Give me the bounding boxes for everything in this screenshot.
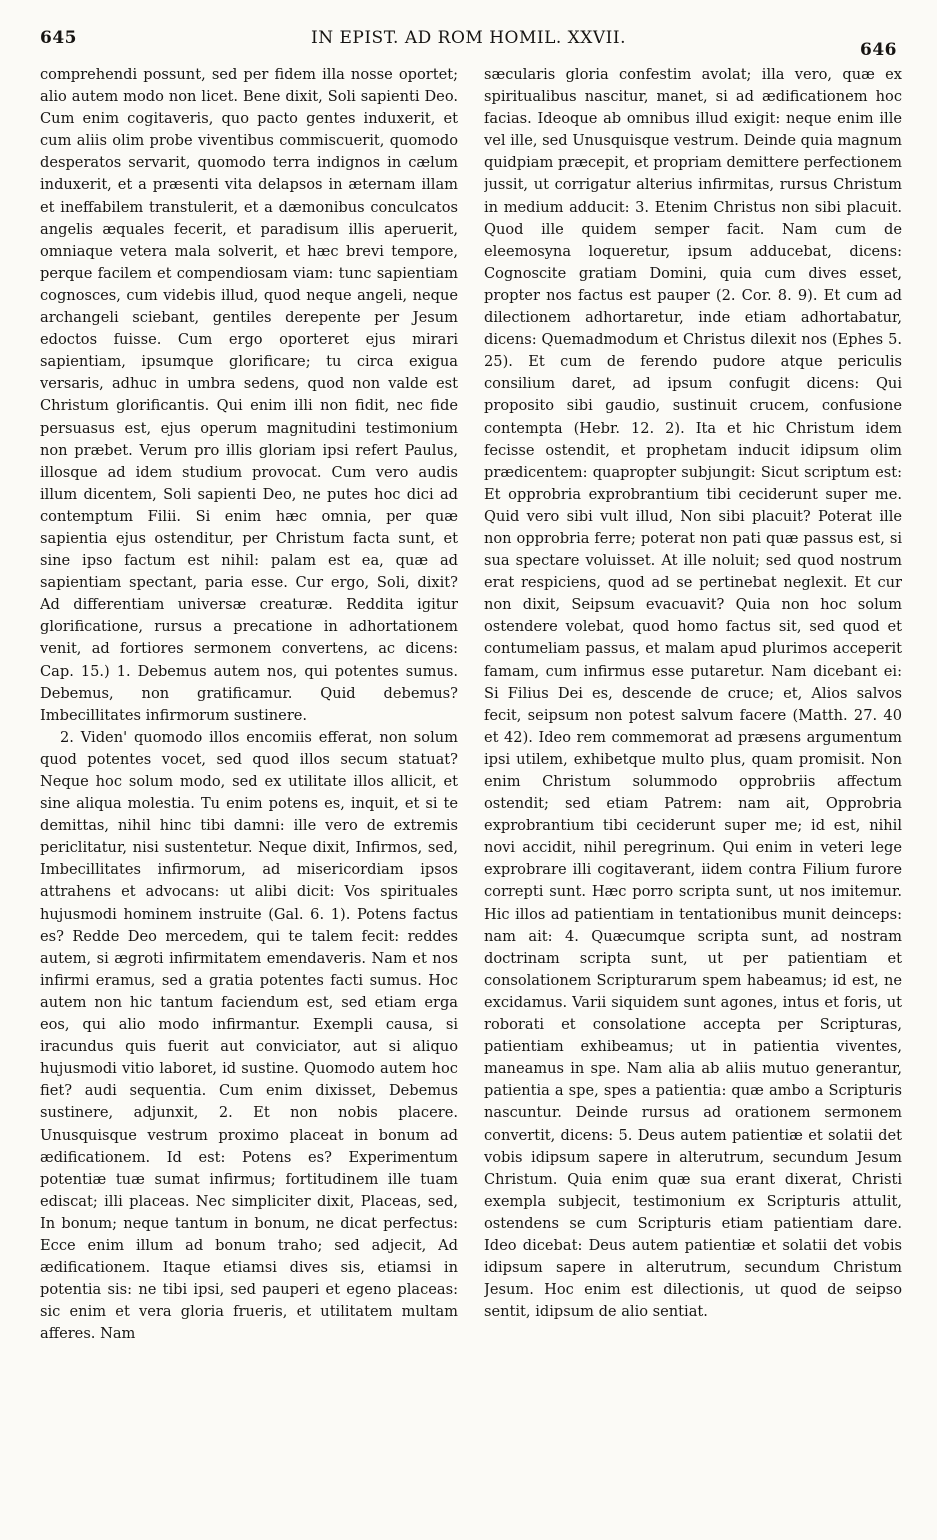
running-header (40, 28, 897, 60)
left-paragraph-1: comprehendi possunt, sed per fidem illa nosse oportet; alio autem modo non licet. Bene dixit, Soli sapienti Deo. Cum enim cogitaveris, quo pacto gentes induxerit, et cum aliis olim probe viventibus commiscuerit, quomodo desperatos servarit, quomodo terra indignos in cælum induxerit, et a præsenti vita delapsos in æternam illam et ineffabilem transtulerit, et a dæmonibus conculcatos angelis æquales fecerit, et paradisum illis aperuerit, omniaque vetera mala solverit, et hæc brevi tempore, perque facilem et compendiosam viam: tunc sapientiam cognosces, cum videbis illud, quod neque angeli, neque archangeli sciebant, gentiles derepente per Jesum edoctos fuisse. Cum ergo oporteret ejus mirari sapientiam, ipsumque glorificare; tu circa exigua versaris, adhuc in umbra sedens, quod non valde est Christum glorificantis. Qui enim illi non fidit, nec fide persuasus est, ejus operum magnitudini testimonium non præbet. Verum pro illis gloriam ipsi refert Paulus, illosque ad idem studium provocat. Cum vero audis illum dicentem, Soli sapienti Deo, ne putes hoc dici ad contemptum Filii. Si enim hæc omnia, per quæ sapientia ejus ostenditur, per Christum facta sunt, et sine ipso factum est nihil: palam est ea, quæ ad sapientiam spectant, paria esse. Cur ergo, Soli, dixit? Ad differentiam universæ creaturæ. Reddita igitur glorificatione, rursus a precatione in adhortationem venit, ad fortiores sermonem convertens, ac dicens: Cap. 15.) 1. Debemus autem nos, qui potentes sumus. Debemus, non gratificamur. Quid debemus? Imbecillitates infirmorum sustinere. (40, 66, 458, 724)
right-paragraph-1: sæcularis gloria confestim avolat; illa vero, quæ ex spiritualibus nascitur, manet, si ad ædificationem hoc facias. Ideoque ab omnibus illud exigit: neque enim ille vel ille, sed Unusquisque vestrum. Deinde quia magnum quidpiam præcepit, et propriam demittere perfectionem jussit, ut corrigatur alterius infirmitas, rursus Christum in medium adducit: 3. Etenim Christus non sibi placuit. Quod ille quidem semper facit. Nam cum de eleemosyna loqueretur, ipsum adducebat, dicens: Cognoscite gratiam Domini, quia cum dives esset, propter nos factus est pauper (2. Cor. 8. 9). Et cum ad dilectionem adhortaretur, inde etiam adhortabatur, dicens: Quemadmodum et Christus dilexit nos (Ephes 5. 25). Et cum de ferendo pudore atque periculis consilium daret, ad ipsum confugit dicens: Qui proposito sibi gaudio, sustinuit crucem, confusione contempta (Hebr. 12. 2). Ita et hic Christum idem fecisse ostendit, et prophetam inducit idipsum olim prædicentem: quapropter subjungit: Sicut scriptum est: Et opprobria exprobrantium tibi ceciderunt super me. Quid vero sibi vult illud, Non sibi placuit? Poterat ille non opprobria ferre; poterat non pati quæ passus est, si sua spectare voluisset. At ille noluit; sed quod nostrum erat respiciens, quod ad se pertinebat neglexit. Et cur non dixit, Seipsum evacuavit? Quia non hoc solum ostendere volebat, quod homo factus sit, sed quod et contumeliam passus, et malam apud plurimos acceperit famam, cum infirmus esse putaretur. Nam dicebant ei: Si Filius Dei es, descende de cruce; et, Alios salvos fecit, seipsum non potest salvum facere (Matth. 27. 40 et 42). Ideo rem commemorat ad præsens argumentum ipsi utilem, exhibetque multo plus, quam promisit. Non enim Christum solummodo opprobriis affectum ostendit; sed etiam Patrem: nam ait, Opprobria exprobrantium tibi ceciderunt super me; id est, nihil novi accidit, nihil peregrinum. Qui enim in veteri lege exprobrare illi cogitaverant, iidem contra Filium furore correpti sunt. Hæc porro scripta sunt, ut nos imitemur. Hic illos ad patientiam in tentationibus munit deinceps: nam ait: 4. Quæcumque scripta sunt, ad nostram doctrinam scripta sunt, ut per patientiam et consolationem Scripturarum spem habeamus; id est, ne excidamus. Varii siquidem sunt agones, intus et foris, ut roborati et consolatione accepta per Scripturas, patientiam exhibeamus; ut in patientia viventes, maneamus in spe. Nam alia ab aliis mutuo generantur, patientia a spe, spes a patientia: quæ ambo a Scripturis nascuntur. Deinde rursus ad orationem sermonem convertit, dicens: 5. Deus autem patientiæ et solatii det vobis idipsum sapere in alterutrum, secundum Jesum Christum. Quia enim quæ sua erant dixerat, Christi exempla subjecit, testimonium ex Scripturis attulit, ostendens se cum Scripturis etiam patientiam dare. Ideo dicebat: Deus autem patientiæ et solatii det vobis idipsum sapere in alterutrum, secundum Christum Jesum. Hoc enim est dilectionis, ut quod de seipso sentit, idipsum de alio sentiat. (484, 66, 902, 1321)
page-number-left: 645 (40, 28, 77, 48)
page-number-right: 646 (860, 40, 897, 60)
right-column (484, 64, 902, 1512)
left-column (40, 64, 458, 1512)
running-title: IN EPIST. AD ROM HOMIL. XXVII. (310, 28, 626, 48)
left-paragraph-2: 2. Viden' quomodo illos encomiis efferat, non solum quod potentes vocet, sed quod illos secum statuat? Neque hoc solum modo, sed ex utilitate illos allicit, et sine aliqua molestia. Tu enim potens es, inquit, et si te demittas, nihil hinc tibi damni: ille vero de extremis periclitatur, nisi sustentetur. Neque dixit, Infirmos, sed, Imbecillitates infirmorum, ad misericordiam ipsos attrahens et advocans: ut alibi dicit: Vos spirituales hujusmodi hominem instruite (Gal. 6. 1). Potens factus es? Redde Deo mercedem, qui te talem fecit: reddes autem, si ægroti infirmitatem emendaveris. Nam et nos infirmi eramus, sed a gratia potentes facti sumus. Hoc autem non hic tantum faciendum est, sed etiam erga eos, qui alio modo infirmantur. Exempli causa, si iracundus quis fuerit aut conviciator, aut si aliquo hujusmodi vitio laboret, id sustine. Quomodo autem hoc fiet? audi sequentia. Cum enim dixisset, Debemus sustinere, adjunxit, 2. Et non nobis placere. Unusquisque vestrum proximo placeat in bonum ad ædificationem. Id est: Potens es? Experimentum potentiæ tuæ sumat infirmus; fortitudinem ille tuam ediscat; illi placeas. Nec simpliciter dixit, Placeas, sed, In bonum; neque tantum in bonum, ne dicat perfectus: Ecce enim illum ad bonum traho; sed adjecit, Ad ædificationem. Itaque etiamsi dives sis, etiamsi in potentia sis: ne tibi ipsi, sed pauperi et egeno placeas: sic enim et vera gloria frueris, et utilitatem multam afferes. Nam (40, 728, 458, 1343)
